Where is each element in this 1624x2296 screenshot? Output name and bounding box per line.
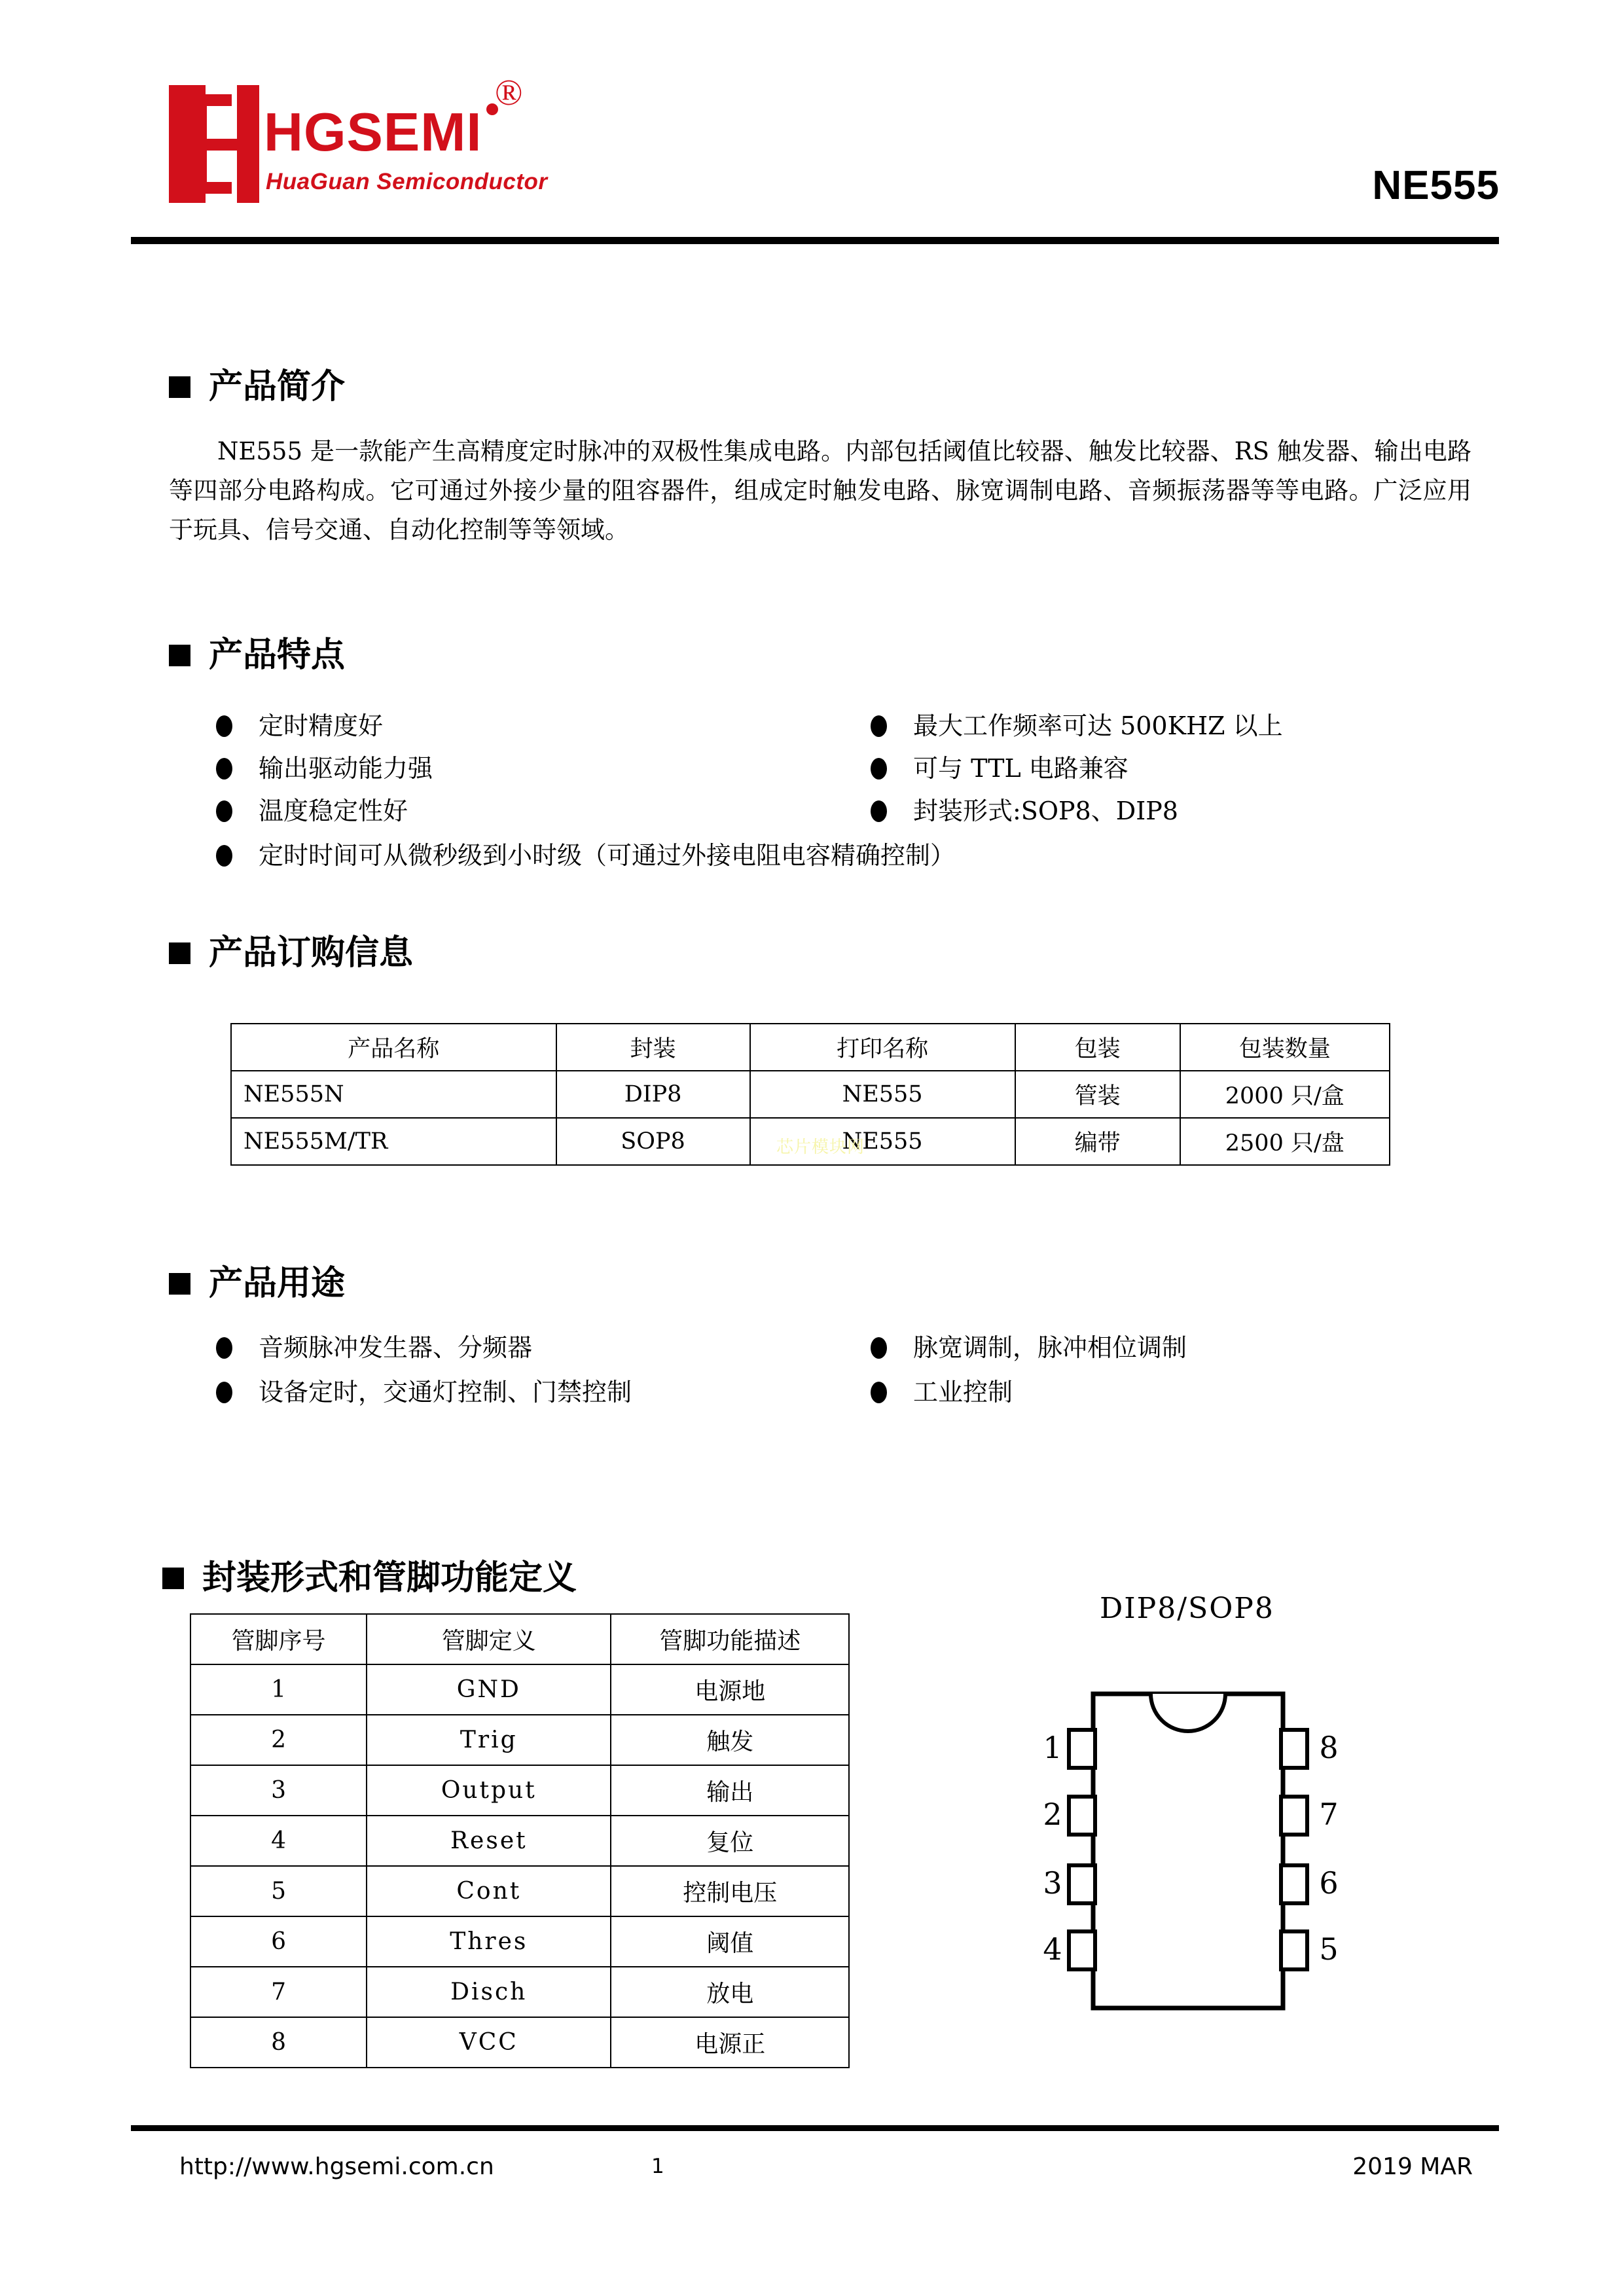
feature-label: 定时精度好	[259, 711, 384, 740]
application-label: 音频脉冲发生器、分频器	[259, 1333, 533, 1362]
section-heading-intro	[169, 367, 346, 406]
section-title-applications: 产品用途	[209, 1264, 346, 1303]
cell-pin-desc: 输出	[611, 1765, 849, 1816]
bullet-dot-icon	[871, 715, 887, 737]
column-header: 包装	[1015, 1024, 1180, 1071]
table-header-row	[231, 1024, 1390, 1071]
application-item	[871, 1380, 1013, 1405]
cell-packing-qty: 2000 只/盒	[1180, 1071, 1390, 1118]
column-header: 管脚功能描述	[611, 1614, 849, 1664]
section-heading-ordering	[169, 933, 414, 973]
cell-packing: 编带	[1015, 1118, 1180, 1165]
application-label: 设备定时，交通灯控制、门禁控制	[259, 1378, 632, 1407]
logo-subtitle: HuaGuan Semiconductor	[266, 169, 548, 194]
section-heading-features	[169, 636, 346, 675]
application-label: 脉宽调制，脉冲相位调制	[913, 1333, 1187, 1362]
dip8-sop8-drawing	[1001, 1590, 1407, 2075]
application-label: 工业控制	[913, 1378, 1013, 1407]
pin-number-left-4: 4	[1043, 1931, 1062, 1967]
table-row	[190, 1765, 849, 1816]
site-watermark: 芯片模块网	[776, 1138, 865, 1157]
section-bullet-square-icon	[169, 1273, 190, 1295]
table-row	[190, 1816, 849, 1866]
bullet-dot-icon	[871, 1337, 887, 1359]
bullet-dot-icon	[216, 715, 232, 737]
company-logo	[169, 73, 575, 206]
table-row	[190, 2017, 849, 2068]
feature-item	[216, 798, 408, 823]
cell-marking: NE555	[750, 1071, 1015, 1118]
feature-item	[216, 713, 383, 738]
bullet-dot-icon	[216, 1337, 232, 1359]
column-header: 管脚定义	[367, 1614, 611, 1664]
pin-function-table	[190, 1613, 850, 2068]
cell-pin-name: Thres	[367, 1916, 611, 1967]
cell-product-name: NE555M/TR	[231, 1118, 556, 1165]
cell-pin-number: 4	[190, 1816, 367, 1866]
cell-pin-desc: 电源正	[611, 2017, 849, 2068]
bullet-dot-icon	[871, 1382, 887, 1403]
table-row	[190, 1866, 849, 1916]
logo-wordmark: HGSEMI	[264, 101, 482, 162]
cell-packing: 管装	[1015, 1071, 1180, 1118]
application-item	[216, 1335, 532, 1360]
feature-label: 可与 TTL 电路兼容	[913, 754, 1128, 783]
cell-pin-number: 7	[190, 1967, 367, 2017]
section-title-intro: 产品简介	[209, 367, 346, 406]
pin-number-left-2: 2	[1043, 1797, 1062, 1832]
table-row	[190, 1715, 849, 1765]
column-header: 打印名称	[750, 1024, 1015, 1071]
section-heading-package	[162, 1558, 577, 1598]
cell-pin-name: Output	[367, 1765, 611, 1816]
cell-pin-number: 6	[190, 1916, 367, 1967]
table-row	[190, 1664, 849, 1715]
table-row	[190, 1967, 849, 2017]
feature-item	[871, 756, 1128, 781]
table-row	[231, 1071, 1390, 1118]
section-bullet-square-icon	[162, 1568, 184, 1589]
column-header: 管脚序号	[190, 1614, 367, 1664]
column-header: 封装	[556, 1024, 750, 1071]
cell-marking: NE555	[750, 1118, 1015, 1165]
feature-label: 封装形式:SOP8、DIP8	[913, 797, 1178, 825]
pin-number-right-5: 5	[1319, 1931, 1339, 1967]
section-bullet-square-icon	[169, 645, 190, 666]
pin-number-right-6: 6	[1319, 1865, 1339, 1901]
bullet-dot-icon	[216, 1382, 232, 1403]
bullet-dot-icon	[871, 800, 887, 822]
section-title-features: 产品特点	[209, 636, 346, 675]
cell-pin-number: 3	[190, 1765, 367, 1816]
table-header-row	[190, 1614, 849, 1664]
bullet-dot-icon	[216, 845, 232, 867]
footer-website-url[interactable]: http://www.hgsemi.com.cn	[179, 2153, 494, 2180]
cell-product-name: NE555N	[231, 1071, 556, 1118]
feature-item	[871, 713, 1283, 738]
table-row	[190, 1916, 849, 1967]
section-title-package: 封装形式和管脚功能定义	[202, 1558, 577, 1598]
registered-trademark-icon: ®	[495, 73, 523, 113]
page-footer	[131, 2153, 1499, 2199]
application-item	[216, 1380, 632, 1405]
pin-number-left-3: 3	[1043, 1865, 1062, 1901]
application-item	[871, 1335, 1187, 1360]
section-bullet-square-icon	[169, 376, 190, 398]
footer-page-number: 1	[651, 2155, 664, 2178]
feature-item	[216, 756, 433, 781]
intro-paragraph: NE555 是一款能产生高精度定时脉冲的双极性集成电路。内部包括阈值比较器、触发比较器、RS 触发器、输出电路等四部分电路构成。它可通过外接少量的阻容器件，组成定时触发电路、脉宽调制电路、音频振荡器等等电路。广泛应用于玩具、信号交通、自动化控制等等领域。	[169, 437, 1471, 544]
bullet-dot-icon	[871, 758, 887, 780]
cell-pin-desc: 触发	[611, 1715, 849, 1765]
cell-pin-name: Disch	[367, 1967, 611, 2017]
feature-label: 温度稳定性好	[259, 797, 408, 825]
cell-pin-desc: 控制电压	[611, 1866, 849, 1916]
cell-package: DIP8	[556, 1071, 750, 1118]
cell-pin-name: Reset	[367, 1816, 611, 1866]
footer-revision-date: 2019 MAR	[1352, 2153, 1473, 2180]
cell-pin-desc: 电源地	[611, 1664, 849, 1715]
part-number-title: NE555	[1372, 163, 1500, 208]
section-bullet-square-icon	[169, 942, 190, 964]
cell-pin-desc: 阈值	[611, 1916, 849, 1967]
package-diagram-title: DIP8/SOP8	[1100, 1592, 1274, 1625]
header-divider	[131, 237, 1499, 244]
cell-pin-number: 1	[190, 1664, 367, 1715]
feature-item	[871, 798, 1178, 823]
footer-divider	[131, 2125, 1499, 2131]
logo-bar-right	[237, 85, 259, 203]
cell-pin-desc: 复位	[611, 1816, 849, 1866]
feature-label: 最大工作频率可达 500KHZ 以上	[913, 711, 1283, 740]
hgsemi-logo-mark	[169, 85, 259, 203]
cell-pin-number: 5	[190, 1866, 367, 1916]
pin-number-right-8: 8	[1319, 1730, 1339, 1765]
section-heading-applications	[169, 1264, 346, 1303]
column-header: 包装数量	[1180, 1024, 1390, 1071]
column-header: 产品名称	[231, 1024, 556, 1071]
bullet-dot-icon	[216, 758, 232, 780]
section-title-ordering: 产品订购信息	[209, 933, 414, 973]
cell-pin-number: 8	[190, 2017, 367, 2068]
package-outline-diagram	[1001, 1590, 1407, 2075]
cell-pin-number: 2	[190, 1715, 367, 1765]
feature-label: 输出驱动能力强	[259, 754, 433, 783]
cell-pin-desc: 放电	[611, 1967, 849, 2017]
cell-package: SOP8	[556, 1118, 750, 1165]
feature-label: 定时时间可从微秒级到小时级（可通过外接电阻电容精确控制）	[259, 841, 956, 870]
feature-item	[216, 843, 955, 868]
cell-packing-qty: 2500 只/盘	[1180, 1118, 1390, 1165]
cell-pin-name: VCC	[367, 2017, 611, 2068]
cell-pin-name: Trig	[367, 1715, 611, 1765]
pin-number-left-1: 1	[1043, 1730, 1062, 1765]
bullet-dot-icon	[216, 800, 232, 822]
cell-pin-name: Cont	[367, 1866, 611, 1916]
pin-number-right-7: 7	[1319, 1797, 1339, 1832]
cell-pin-name: GND	[367, 1664, 611, 1715]
page-header	[0, 0, 1624, 249]
